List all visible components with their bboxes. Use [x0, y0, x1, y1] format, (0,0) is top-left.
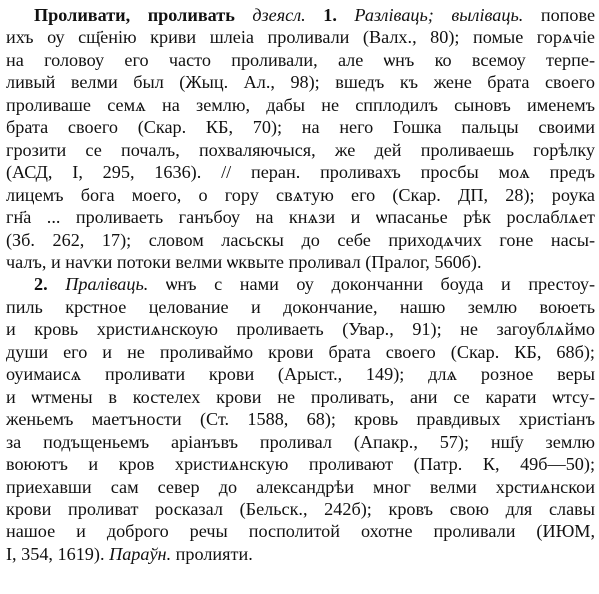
text-line: на головоу его часто проливали, але ѡнъ ко всемоу терпе-	[6, 49, 595, 70]
text-line: приехавши сам север до александрѣи мног велми хрстиѧнскои	[6, 476, 595, 497]
compare-label: Параўн.	[109, 543, 172, 564]
text-line: нашое и доброго речы посполитой охотне проливали (ИЮМ,	[6, 521, 595, 542]
text-line: брата своего (Скар. КБ, 70); на него Гошка пальцы своими	[6, 117, 595, 138]
sense-1-text: попове	[540, 5, 596, 25]
text-line: ихъ оу сщ҃енію криви шлеіа проливали (Валх., 80); помые горѧчіе	[6, 27, 595, 48]
compare-word: пролияти.	[175, 543, 253, 564]
text-line: ливый велми был (Жыц. Ал., 98); вшедъ къ жене брата своего	[6, 72, 595, 93]
sense-2-first-line	[6, 273, 595, 295]
text-line: лицемъ бога моего, о гору свѧтую его (Скар. ДП, 28); роука	[6, 184, 595, 205]
sense-1-number: 1.	[323, 5, 337, 25]
headword: Проливати, проливать	[34, 5, 235, 25]
sense-2-text: ѡнъ с нами оу докончанни боуда и престоу-	[165, 274, 596, 295]
text-line: чалъ, и наѵки потоки велми ѡквыте проливал (Пралог, 560б).	[6, 251, 482, 272]
text-line: души его и не проливаймо крови брата своего (Скар. КБ, 68б);	[6, 341, 595, 362]
text-line: воюютъ и кров христиѧнскую проливают (Патр. К, 49б—50);	[6, 454, 595, 475]
text-line: проливаше семѧ на землю, дабы не спплодилъ сыновъ именемъ	[6, 94, 595, 115]
text-line: І, 354, 1619).	[6, 543, 105, 564]
text-line: оуимаисѧ проливати крови (Арыст., 149); длѧ розное веры	[6, 364, 595, 385]
text-line: грозити се почалъ, похваляючыся, же дей проливаешь горѣлку	[6, 139, 595, 160]
entry-last-line	[6, 543, 595, 565]
part-of-speech: дзеясл.	[252, 5, 306, 25]
text-line: крови проливат росказал (Бельск., 242б); кровъ свою для славы	[6, 498, 595, 519]
sense-2-gloss: Праліваць.	[65, 274, 149, 295]
text-line: (АСД, І, 295, 1636). // перан. проливахъ просбы моѧ предъ	[6, 162, 595, 183]
sense-2-number: 2.	[34, 274, 48, 295]
text-line: гн҃а ... проливаеть ганъбоу на кнѧзи и ѡпасанье рѣк рослаблѧет	[6, 207, 595, 228]
text-line: за подъщеньемъ аріанъвъ проливал (Апакр., 57); нш҃у землю	[6, 431, 595, 452]
text-line: и ѡтмены в костелех крови не проливать, ани се карати ѡтсу-	[6, 386, 595, 407]
text-line: (Зб. 262, 17); словом ласьскы до себе приходѧчих гоне насы-	[6, 229, 595, 250]
text-line: пиль крстное целование и докончание, нашю землю воюеть	[6, 296, 595, 317]
sense-1-gloss: Разліваць; выліваць.	[354, 5, 524, 25]
entry-first-line	[6, 4, 595, 26]
text-line: женьемъ маетъности (Ст. 1588, 68); кровь правдивых христіанъ	[6, 409, 595, 430]
text-line: и кровь христиѧнскоую проливаеть (Увар., 91); не загоублѧймо	[6, 319, 595, 340]
